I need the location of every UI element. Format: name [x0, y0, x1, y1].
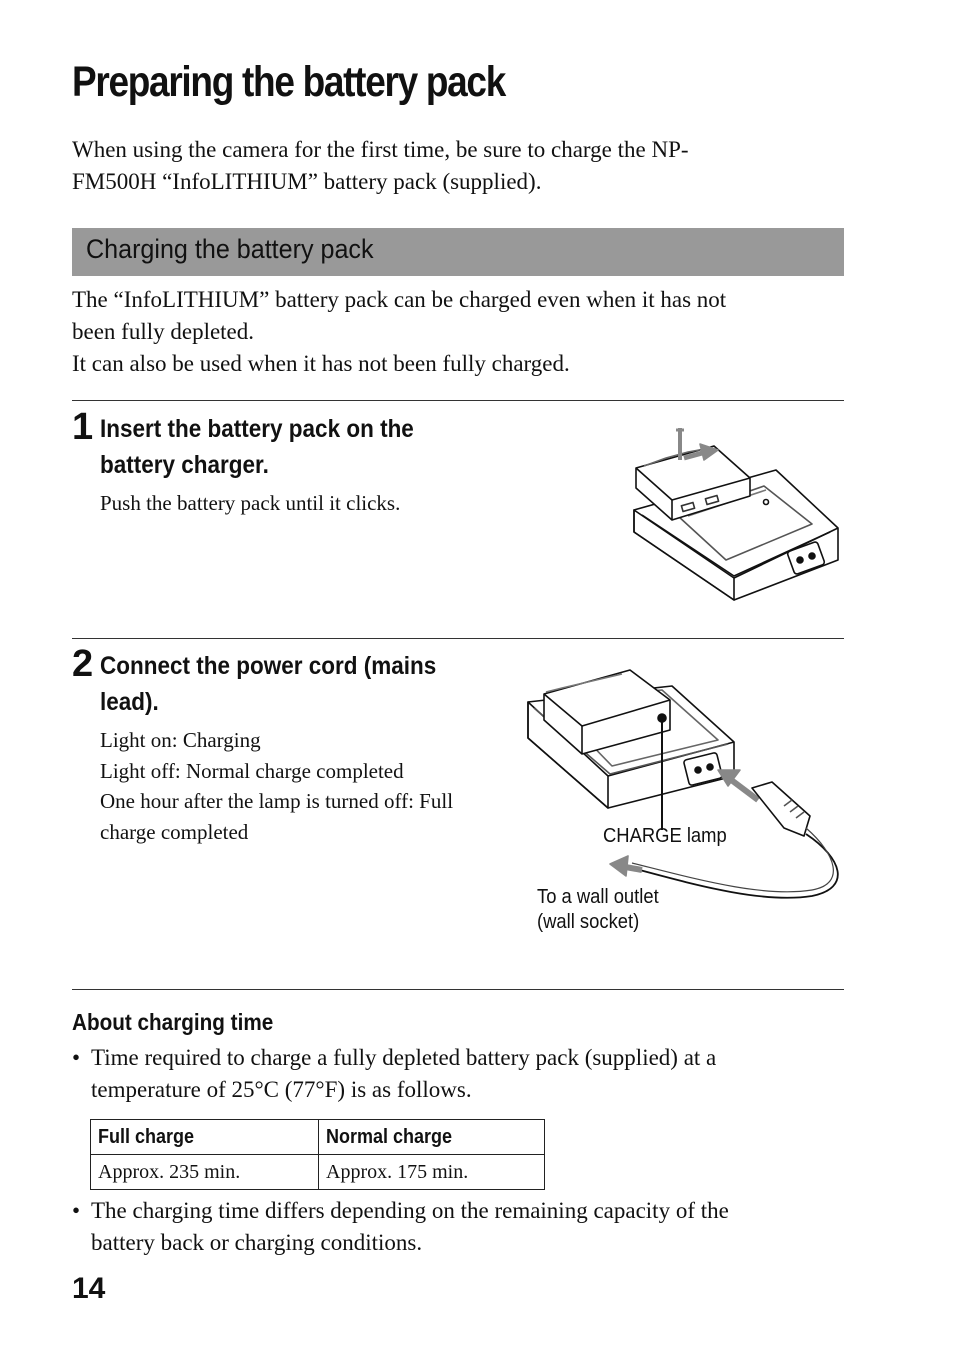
divider	[72, 400, 844, 401]
step-2-number: 2	[72, 643, 94, 685]
section-body-line: The “InfoLITHIUM” battery pack can be charged even when it has not	[72, 287, 727, 312]
table-header-row	[91, 1120, 545, 1155]
step-title-line: Insert the battery pack on the	[100, 415, 414, 443]
bullet-dot: •	[72, 1045, 81, 1070]
table-cell: Approx. 175 min.	[319, 1155, 545, 1190]
step-title-line: lead).	[100, 688, 159, 716]
table-header-cell: Full charge	[91, 1120, 319, 1155]
table-row	[91, 1155, 545, 1190]
wall-outlet-label	[537, 885, 659, 935]
step-1-title	[100, 411, 414, 483]
divider	[72, 638, 844, 639]
section-heading: Charging the battery pack	[86, 234, 374, 264]
intro-line: When using the camera for the first time, be sure to charge the NP-	[72, 137, 689, 162]
wall-outlet-line: (wall socket)	[537, 911, 640, 933]
step-title-line: Connect the power cord (mains	[100, 652, 437, 680]
step-2-title	[100, 648, 436, 720]
section-body-line: been fully depleted.	[72, 319, 255, 344]
battery-charger-insert-illustration	[626, 420, 846, 606]
charge-lamp-label	[603, 824, 727, 849]
step-text-line: Push the battery pack until it clicks.	[100, 491, 401, 515]
section-body	[72, 284, 726, 380]
step-title-line: battery charger.	[100, 451, 269, 479]
charge-lamp-text: CHARGE lamp	[603, 825, 727, 847]
divider	[72, 989, 844, 990]
page-title: Preparing the battery pack	[72, 58, 505, 106]
step-text-line: charge completed	[100, 819, 249, 844]
bullet-dot: •	[72, 1198, 81, 1223]
section-heading-bar	[72, 228, 844, 276]
step-text-line: One hour after the lamp is turned off: Full	[100, 789, 454, 813]
intro-line: FM500H “InfoLITHIUM” battery pack (supplied).	[72, 169, 542, 194]
battery-charger-power-cord-illustration	[522, 658, 844, 904]
bullet-text	[91, 1195, 729, 1259]
wall-outlet-line: To a wall outlet	[537, 886, 659, 908]
table-header-cell: Normal charge	[319, 1120, 545, 1155]
bullet-line: The charging time differs depending on the remaining capacity of the	[91, 1198, 729, 1223]
step-1-number: 1	[72, 406, 94, 448]
intro-paragraph	[72, 134, 689, 198]
table-cell: Approx. 235 min.	[91, 1155, 319, 1190]
step-text-line: Light on: Charging	[100, 728, 261, 752]
bullet-line: Time required to charge a fully depleted battery pack (supplied) at a	[91, 1045, 717, 1070]
bullet-line: temperature of 25°C (77°F) is as follows.	[91, 1077, 472, 1102]
step-text-line: Light off: Normal charge completed	[100, 758, 404, 783]
step-2-text	[100, 725, 453, 847]
bullet-line: battery back or charging conditions.	[91, 1230, 423, 1255]
bullet-text	[91, 1042, 716, 1106]
section-body-line: It can also be used when it has not been fully charged.	[72, 351, 570, 376]
page-number: 14	[72, 1272, 106, 1305]
step-1-text	[100, 488, 400, 519]
charging-time-table	[90, 1119, 545, 1190]
charging-time-heading: About charging time	[72, 1009, 274, 1035]
